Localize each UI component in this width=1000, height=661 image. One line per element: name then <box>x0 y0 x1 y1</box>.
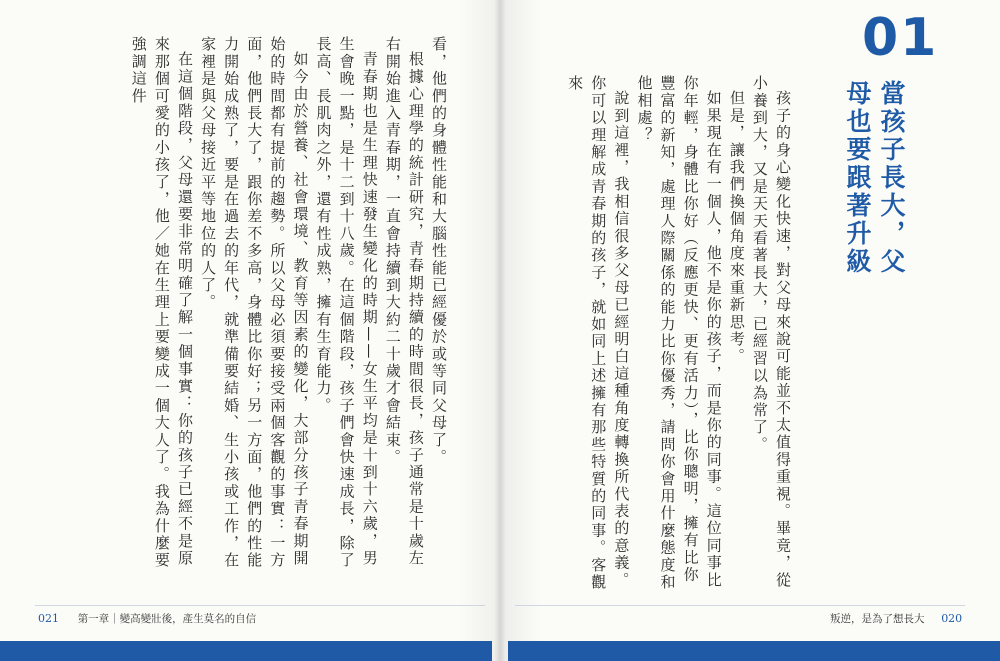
page-number: 020 <box>941 612 963 625</box>
left-page-body <box>62 36 450 576</box>
bottom-color-bar <box>0 641 492 661</box>
page-number: 021 <box>38 612 59 625</box>
paragraph: 如今由於營養、社會環境、教育等因素的變化，大部分孩子青春期開始的時間都有提前的趨勢。所以父母必須要接受兩個客觀的事實：一方面，他們長大了，跟你差不多高，身體比你好；另一方面，他們的性能力開始成熟了，要是在過去的年代，就準備要結婚、生小孩或工作，在家裡是與父母接近平等地位的人了。 <box>199 36 310 570</box>
chapter-title: 當孩子長大，父母也要跟著升級 <box>843 80 906 276</box>
running-head: 叛逆，是為了想長大 <box>830 613 925 625</box>
footer-rule <box>515 605 965 606</box>
chapter-number: 01 <box>862 8 939 68</box>
footer-rule <box>35 605 485 606</box>
paragraph: 在這個階段，父母還要非常明確了解一個事實：你的孩子已經不是原來那個可愛的小孩了，他／她在生理上要變成一個大人了。我為什麼要強調這件 <box>129 36 194 570</box>
paragraph: 孩子的身心變化快速，對父母來說可能並不太值得重視。畢竟，從小養到大，又是天天看著長大，已經習以為常了。 <box>750 75 792 589</box>
paragraph: 青春期也是生理快速發生變化的時期——女生平均是十到十六歲，男生會晚一點，是十二到十八歲。在這個階段，孩子們會快速成長，除了長高、長肌肉之外，還有性成熟，擁有生育能力。 <box>314 36 379 570</box>
right-footer <box>830 611 962 626</box>
paragraph: 說到這裡，我相信很多父母已經明白這種角度轉換所代表的意義。你可以理解成青春期的孩子，就如同上述擁有那些特質的同事。客觀來 <box>566 75 631 591</box>
paragraph: 看，他們的身體性能和大腦性能已經優於或等同父母了。 <box>430 36 448 466</box>
left-footer <box>38 611 256 626</box>
running-head: 第一章｜變高變壯後，產生莫名的自信 <box>77 613 257 625</box>
right-page-body <box>566 75 794 595</box>
book-gutter <box>494 0 506 661</box>
bottom-color-bar <box>508 641 1000 661</box>
paragraph: 根據心理學的統計研究，青春期持續的時間很長，孩子通常是十歲左右開始進入青春期，一直會持續到大約二十歲才會結束。 <box>383 36 425 567</box>
paragraph: 如果現在有一個人，他不是你的孩子，而是你的同事。這位同事比你年輕，身體比你好（反應更快、更有活力），比你聰明，擁有比你豐富的新知，處理人際關係的能力比你優秀，請問你會用什麼態度和他相處？ <box>635 75 723 591</box>
paragraph: 但是，讓我們換個角度來重新思考。 <box>727 90 746 366</box>
